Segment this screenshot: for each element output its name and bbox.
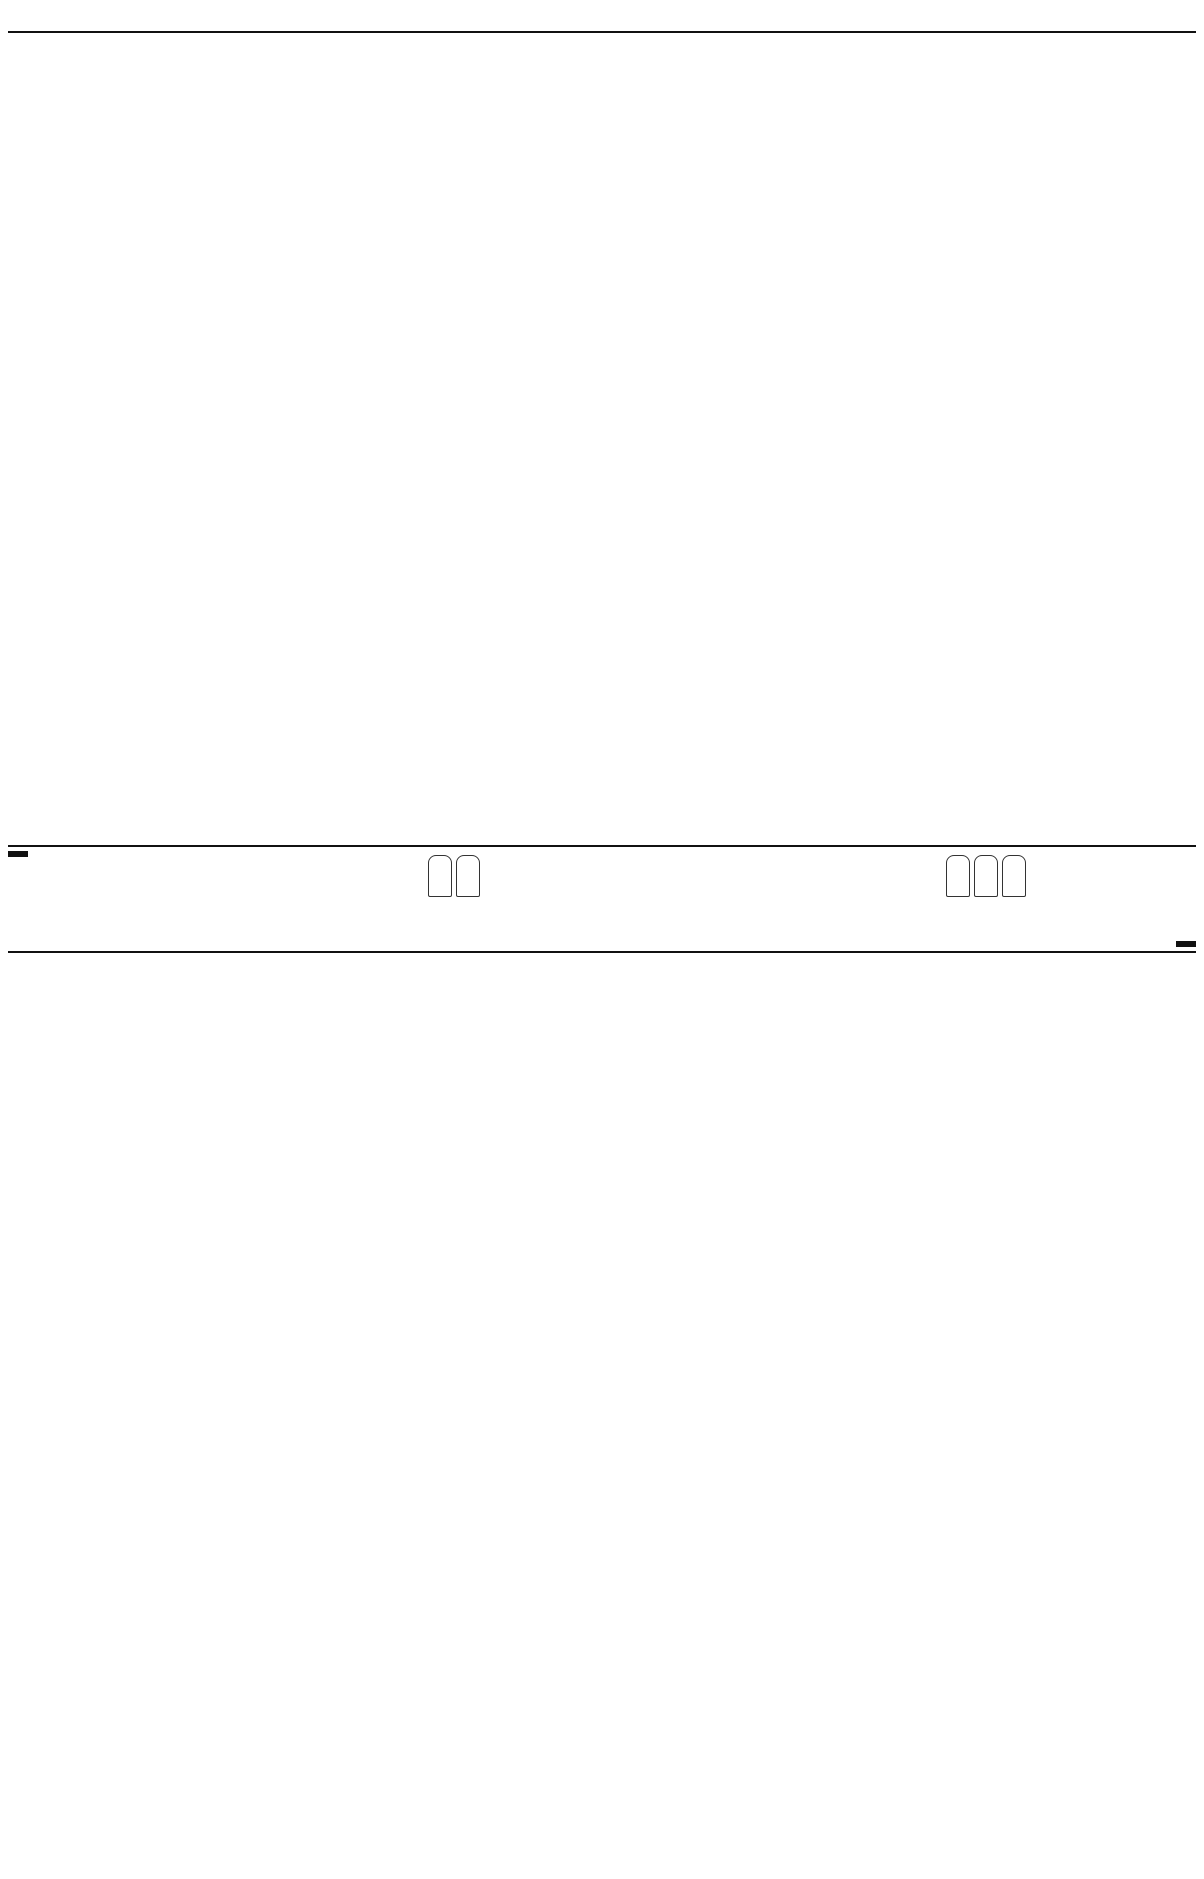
masthead <box>8 6 1196 33</box>
banner-figures-left <box>428 855 480 897</box>
classified-section <box>8 33 1196 847</box>
worker-figure-icon <box>428 855 452 897</box>
service-directory <box>8 953 1196 1861</box>
directory-banner <box>8 847 1196 953</box>
banner-left-strip <box>8 851 28 857</box>
worker-figure-icon <box>946 855 970 897</box>
banner-figures-right <box>946 855 1026 897</box>
newspaper-page <box>8 6 1196 1866</box>
banner-right-strip <box>1176 941 1196 947</box>
worker-figure-icon <box>974 855 998 897</box>
worker-figure-icon <box>456 855 480 897</box>
worker-figure-icon <box>1002 855 1026 897</box>
